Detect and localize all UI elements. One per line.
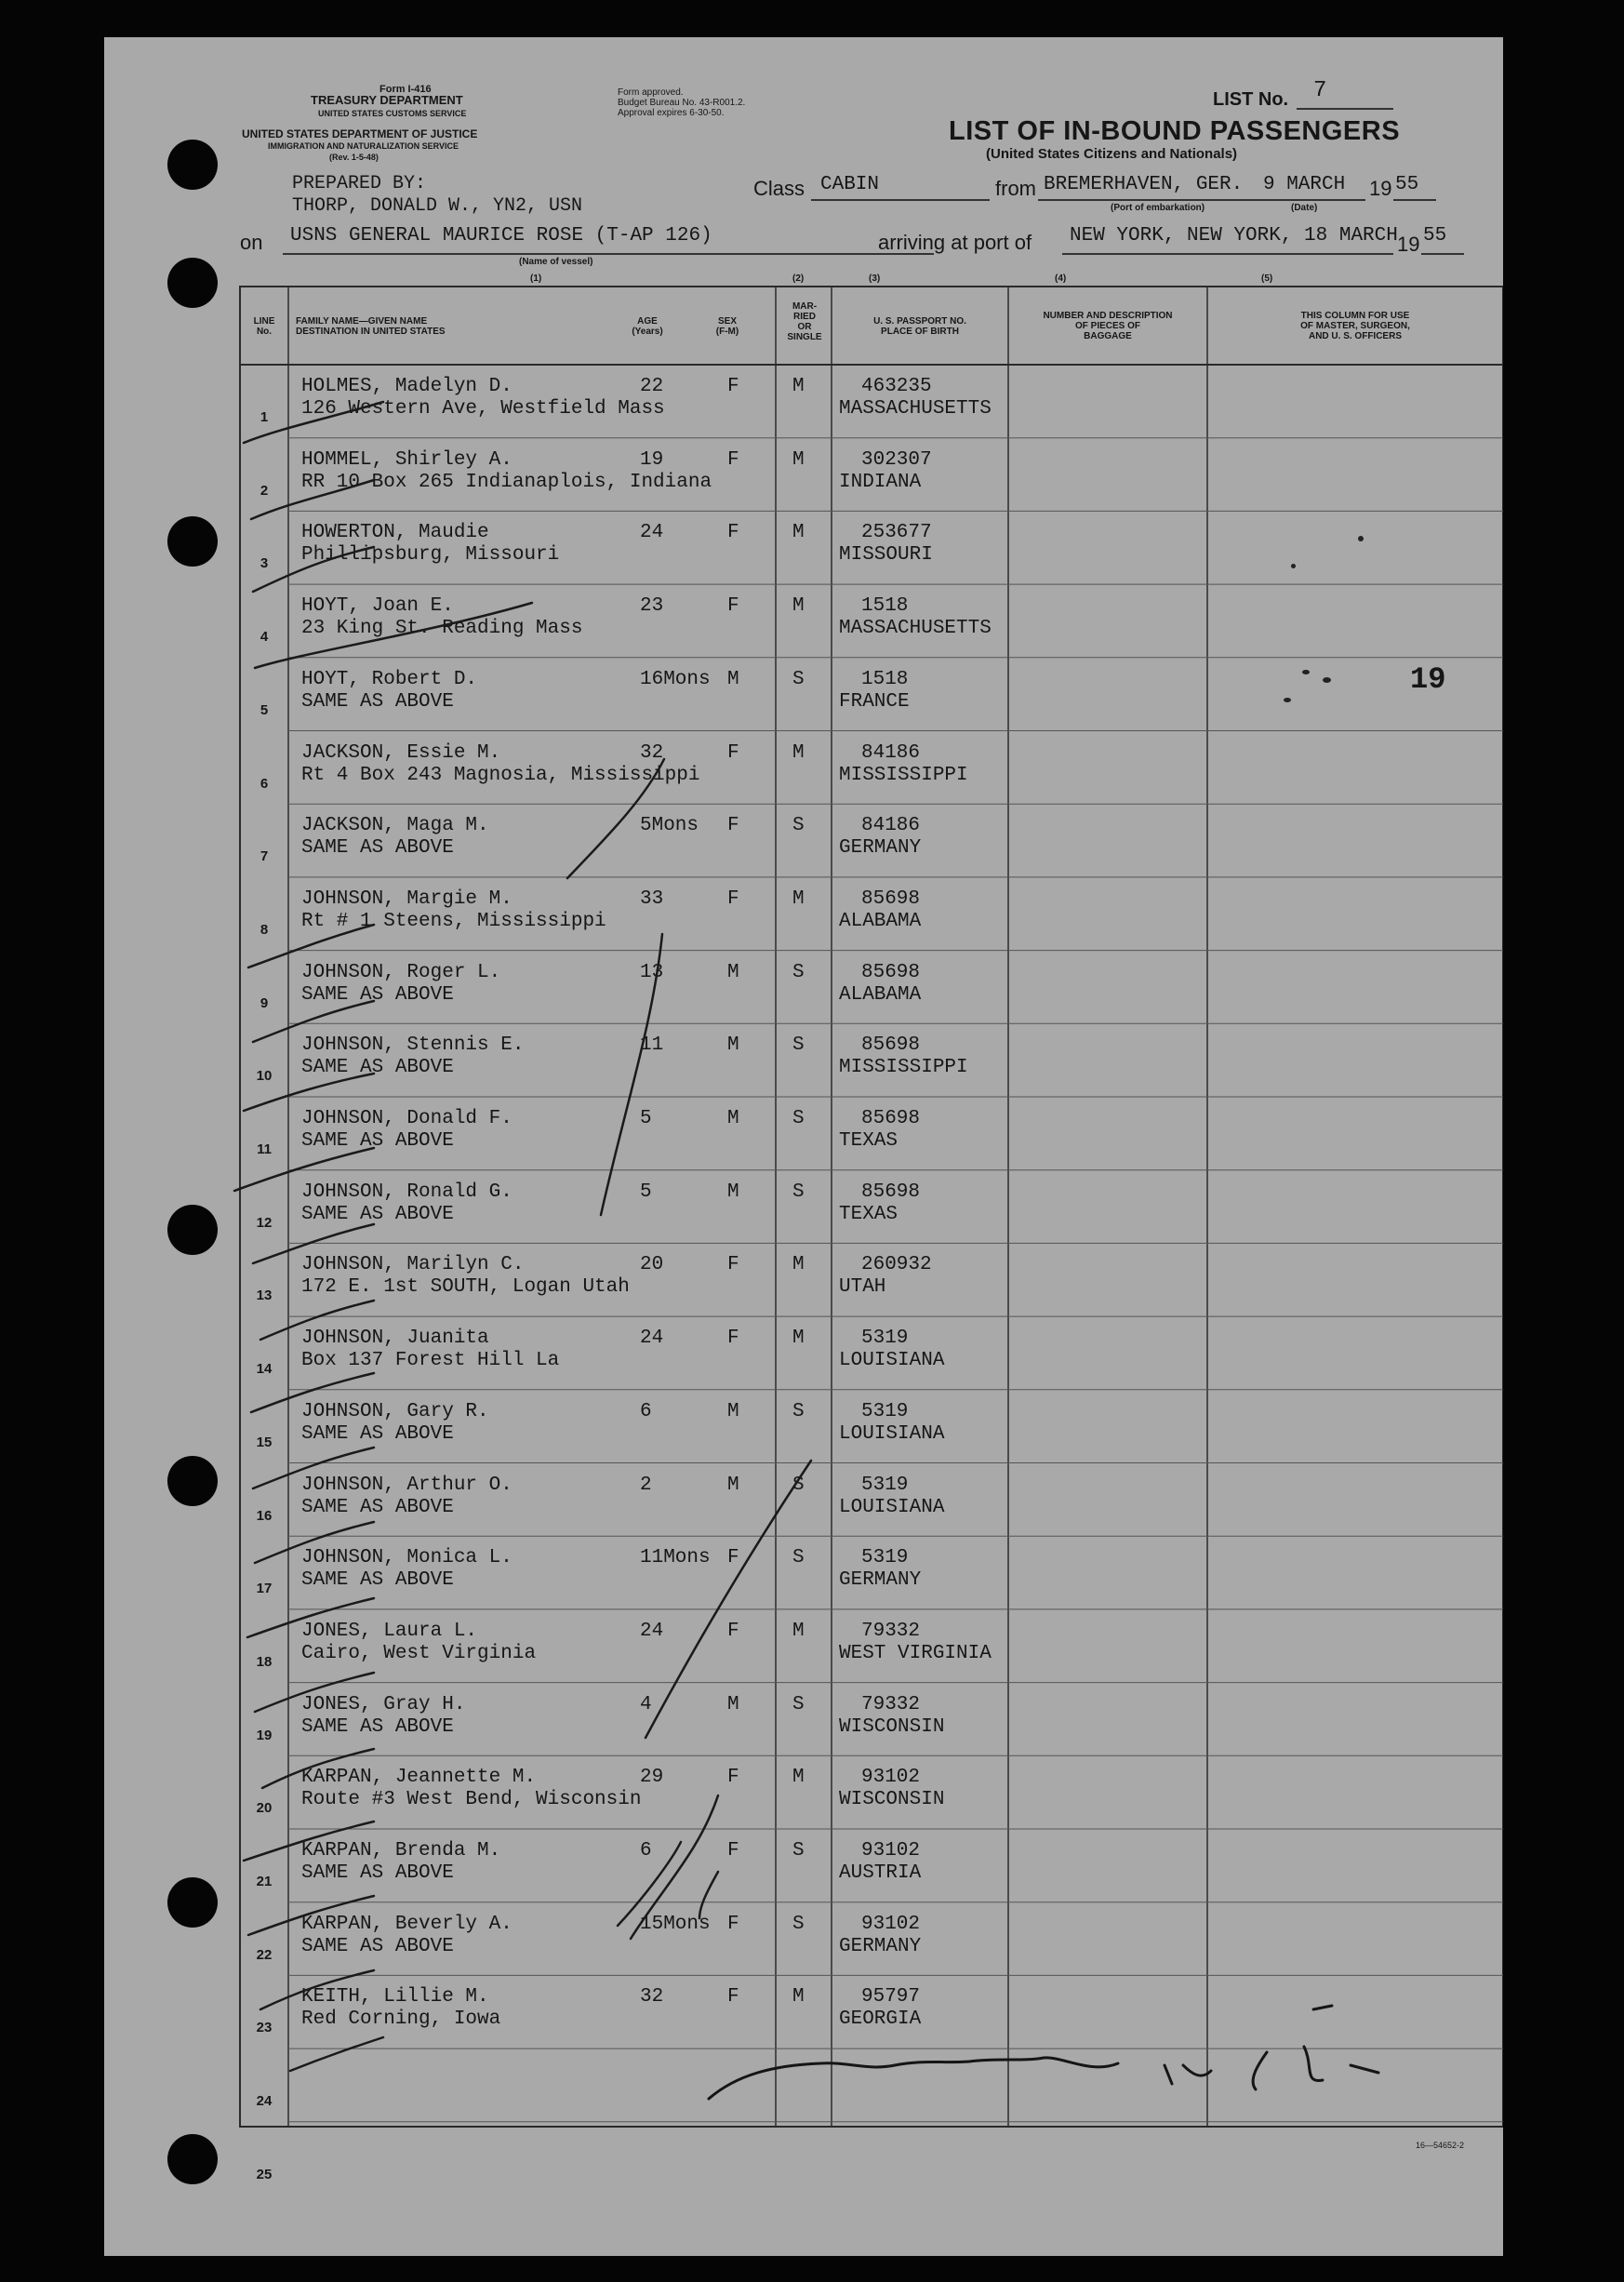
marital-status: S [792,1034,805,1057]
age: 19 [640,448,664,471]
line-number: 16 [256,1507,273,1524]
destination: Phillipsburg, Missouri [301,544,560,567]
form-approved: Form approved. [618,87,684,98]
sex: F [727,522,739,544]
passport-number: 95797 [861,1986,921,2008]
sex: F [727,448,739,471]
list-number: 7 [1313,78,1327,103]
line-number: 1 [260,409,269,425]
marital-status: M [792,887,805,910]
line-number: 21 [256,1874,273,1889]
passenger-name: KARPAN, Jeannette M. [301,1767,537,1789]
destination: 126 Western Ave, Westfield Mass [301,398,665,420]
passport-number: 79332 [861,1693,921,1715]
department-of-justice: UNITED STATES DEPARTMENT OF JUSTICE [242,127,478,140]
on-label: on [240,231,263,254]
passport-number: 79332 [861,1620,921,1642]
age: 4 [640,1693,652,1715]
sex: F [727,1547,739,1569]
marital-status: S [792,1693,805,1715]
place-of-birth: ALABAMA [839,983,922,1006]
marital-status: S [792,1400,805,1422]
passport-number: 5319 [861,1547,909,1569]
column-number-4: (4) [1055,274,1067,284]
age: 24 [640,522,664,544]
passenger-name: JOHNSON, Gary R. [301,1400,489,1422]
line-number: 4 [260,629,269,646]
column-number-5: (5) [1261,274,1273,284]
passport-number: 1518 [861,668,909,690]
passenger-name: JOHNSON, Monica L. [301,1547,512,1569]
marital-status: S [792,1181,805,1203]
passenger-name: HOYT, Robert D. [301,668,478,690]
port-caption: (Port of embarkation) [1111,203,1205,213]
customs-service: UNITED STATES CUSTOMS SERVICE [318,109,467,118]
footer-code: 16—54652-2 [1416,2141,1465,2150]
age: 16Mons [640,668,711,690]
destination: SAME AS ABOVE [301,837,454,860]
passport-number: 85698 [861,1108,921,1129]
destination: Rt # 1 Steens, Mississippi [301,910,606,932]
header-line-no: LINE No. [253,316,275,337]
age: 29 [640,1767,664,1789]
marital-status: M [792,522,805,544]
line-number: 3 [260,555,269,572]
place-of-birth: GEORGIA [839,2008,922,2031]
passenger-name: JOHNSON, Arthur O. [301,1474,512,1496]
passport-number: 463235 [861,376,932,397]
marital-status: M [792,448,805,471]
place-of-birth: MASSACHUSETTS [839,398,992,420]
age: 23 [640,595,664,618]
form-number: Form I-416 [379,84,432,95]
sex: M [727,1181,739,1203]
sex: F [727,1620,739,1642]
class-label: Class [753,177,805,200]
document-subtitle: (United States Citizens and Nationals) [986,146,1238,162]
sex: M [727,1400,739,1422]
place-of-birth: LOUISIANA [839,1422,945,1445]
line-number: 25 [256,2166,273,2182]
passenger-name: JOHNSON, Margie M. [301,887,512,910]
line-number: 12 [256,1214,273,1231]
marital-status: S [792,1547,805,1569]
passport-number: 5319 [861,1328,909,1350]
marital-status: S [792,1108,805,1129]
sex: M [727,668,739,690]
destination: SAME AS ABOVE [301,1715,454,1738]
place-of-birth: WEST VIRGINIA [839,1642,992,1664]
marital-status: M [792,1254,805,1276]
passport-number: 93102 [861,1767,921,1789]
destination: SAME AS ABOVE [301,983,454,1006]
ink-spot [1302,670,1310,674]
header-age: AGE (Years) [632,316,663,337]
line-number: 11 [257,1141,272,1157]
line-number: 17 [256,1581,273,1597]
destination: Red Corning, Iowa [301,2008,501,2031]
destination: SAME AS ABOVE [301,1057,454,1079]
passenger-name: KEITH, Lillie M. [301,1986,489,2008]
margin-number: 19 [1410,662,1446,697]
sex: F [727,1254,739,1276]
arrival-year: 55 [1423,225,1447,247]
embarkation-port: BREMERHAVEN, GER. [1044,174,1244,195]
passenger-name: KARPAN, Brenda M. [301,1840,501,1862]
passenger-name: JOHNSON, Roger L. [301,961,501,983]
sex: M [727,1108,739,1129]
marital-status: M [792,376,805,397]
destination: SAME AS ABOVE [301,1862,454,1884]
place-of-birth: TEXAS [839,1203,899,1225]
passenger-name: HOYT, Joan E. [301,595,454,618]
line-number: 14 [256,1361,273,1378]
line-number: 9 [260,994,269,1011]
age: 6 [640,1840,652,1862]
age: 11Mons [640,1547,711,1569]
sex: F [727,1328,739,1350]
treasury-department: TREASURY DEPARTMENT [311,93,463,107]
destination: 172 E. 1st SOUTH, Logan Utah [301,1276,630,1299]
handwritten-check-marks [104,37,1503,2256]
destination: RR 10 Box 265 Indianaplois, Indiana [301,471,712,493]
document-title: LIST OF IN-BOUND PASSENGERS [949,116,1401,146]
place-of-birth: ALABAMA [839,910,922,932]
age: 32 [640,741,664,764]
from-label: from [995,177,1036,200]
age: 13 [640,961,664,983]
column-number-1: (1) [530,274,542,284]
line-number: 24 [256,2093,273,2110]
place-of-birth: MISSISSIPPI [839,1057,968,1079]
column-number-2: (2) [792,274,805,284]
age: 33 [640,887,664,910]
passport-number: 85698 [861,1181,921,1203]
ink-spot [1323,677,1331,683]
destination: SAME AS ABOVE [301,1496,454,1518]
passenger-name: JACKSON, Maga M. [301,815,489,837]
passenger-name: JOHNSON, Donald F. [301,1108,512,1129]
age: 24 [640,1328,664,1350]
sex: F [727,595,739,618]
line-number: 8 [260,921,269,938]
marital-status: S [792,1474,805,1496]
embarkation-year: 55 [1395,174,1419,195]
ink-spot [1291,564,1296,568]
column-number-3: (3) [869,274,881,284]
line-number: 7 [260,848,269,865]
header-sex: SEX (F-M) [715,316,739,337]
destination: Cairo, West Virginia [301,1642,537,1664]
passport-number: 5319 [861,1474,909,1496]
destination: Box 137 Forest Hill La [301,1350,560,1372]
marital-status: S [792,961,805,983]
passport-number: 1518 [861,595,909,618]
place-of-birth: WISCONSIN [839,1789,945,1811]
passenger-name: KARPAN, Beverly A. [301,1913,512,1935]
passport-number: 260932 [861,1254,932,1276]
marital-status: M [792,1767,805,1789]
budget-bureau: Budget Bureau No. 43-R001.2. [618,98,746,108]
age: 5 [640,1108,652,1129]
sex: M [727,1693,739,1715]
passenger-name: JACKSON, Essie M. [301,741,501,764]
marital-status: M [792,595,805,618]
passport-number: 85698 [861,887,921,910]
place-of-birth: LOUISIANA [839,1350,945,1372]
sex: M [727,1474,739,1496]
line-number: 2 [260,482,269,499]
age: 32 [640,1986,664,2008]
vessel-caption: (Name of vessel) [519,257,593,267]
destination: 23 King St. Reading Mass [301,618,583,640]
place-of-birth: UTAH [839,1276,886,1299]
line-number: 15 [256,1434,273,1450]
marital-status: S [792,1913,805,1935]
age: 5Mons [640,815,699,837]
passport-number: 302307 [861,448,932,471]
place-of-birth: GERMANY [839,1569,922,1592]
passenger-name: JONES, Laura L. [301,1620,478,1642]
place-of-birth: MISSISSIPPI [839,764,968,786]
place-of-birth: AUSTRIA [839,1862,922,1884]
age: 24 [640,1620,664,1642]
line-number: 18 [256,1653,273,1670]
marital-status: M [792,1620,805,1642]
marital-status: S [792,668,805,690]
passenger-name: JOHNSON, Juanita [301,1328,489,1350]
destination: Rt 4 Box 243 Magnosia, Mississippi [301,764,700,786]
passport-number: 85698 [861,1034,921,1057]
line-number: 5 [260,701,269,718]
line-number: 19 [256,1727,273,1743]
line-number: 20 [256,1800,273,1817]
destination: Route #3 West Bend, Wisconsin [301,1789,642,1811]
age: 11 [640,1034,664,1057]
passport-number: 85698 [861,961,921,983]
marital-status: S [792,1840,805,1862]
header-married-single: MAR- RIED OR SINGLE [787,301,822,342]
passport-number: 5319 [861,1400,909,1422]
passport-number: 84186 [861,741,921,764]
passport-number: 84186 [861,815,921,837]
place-of-birth: LOUISIANA [839,1496,945,1518]
passenger-name: JOHNSON, Stennis E. [301,1034,525,1057]
arrival-port: NEW YORK, NEW YORK, 18 MARCH [1070,225,1398,247]
place-of-birth: GERMANY [839,837,922,860]
destination: SAME AS ABOVE [301,1203,454,1225]
sex: F [727,1767,739,1789]
embarkation-date: 9 MARCH [1263,174,1346,195]
age: 15Mons [640,1913,711,1935]
passenger-name: HOMMEL, Shirley A. [301,448,512,471]
passport-number: 253677 [861,522,932,544]
marital-status: S [792,815,805,837]
passenger-name: HOWERTON, Maudie [301,522,489,544]
ink-spot [1284,698,1291,702]
age: 5 [640,1181,652,1203]
destination: SAME AS ABOVE [301,1569,454,1592]
marital-status: M [792,1986,805,2008]
header-name: FAMILY NAME—GIVEN NAME DESTINATION IN UNITED STATES [296,316,446,337]
place-of-birth: INDIANA [839,471,922,493]
sex: F [727,1913,739,1935]
age: 6 [640,1400,652,1422]
place-of-birth: MISSOURI [839,544,933,567]
age: 20 [640,1254,664,1276]
passenger-name: JOHNSON, Marilyn C. [301,1254,525,1276]
sex: F [727,887,739,910]
passenger-name: JOHNSON, Ronald G. [301,1181,512,1203]
arriving-label: arriving at port of [878,231,1032,254]
marital-status: M [792,741,805,764]
place-of-birth: FRANCE [839,690,910,713]
age: 2 [640,1474,652,1496]
line-number: 13 [256,1288,273,1304]
list-number-label: LIST No. [1213,89,1289,110]
header-officers-use: THIS COLUMN FOR USE OF MASTER, SURGEON, AND U. S. OFFICERS [1300,311,1410,341]
destination: SAME AS ABOVE [301,1130,454,1152]
class-value: CABIN [820,174,880,195]
passport-number: 93102 [861,1840,921,1862]
destination: SAME AS ABOVE [301,1935,454,1957]
marital-status: M [792,1328,805,1350]
passenger-name: HOLMES, Madelyn D. [301,376,512,397]
line-number: 22 [256,1946,273,1963]
year-prefix: 19 [1369,177,1392,200]
sex: F [727,376,739,397]
place-of-birth: MASSACHUSETTS [839,618,992,640]
sex: F [727,1986,739,2008]
vessel-name: USNS GENERAL MAURICE ROSE (T-AP 126) [290,225,712,247]
prepared-by: THORP, DONALD W., YN2, USN [292,195,583,217]
sex: F [727,741,739,764]
arrival-year-prefix: 19 [1397,233,1420,256]
header-baggage: NUMBER AND DESCRIPTION OF PIECES OF BAGGAGE [1043,311,1173,341]
sex: F [727,815,739,837]
age: 22 [640,376,664,397]
sex: F [727,1840,739,1862]
destination: SAME AS ABOVE [301,1422,454,1445]
header-passport: U. S. PASSPORT NO. PLACE OF BIRTH [873,316,966,337]
approval-expiry: Approval expires 6-30-50. [618,108,725,118]
sex: M [727,1034,739,1057]
immigration-service: IMMIGRATION AND NATURALIZATION SERVICE [268,141,459,151]
place-of-birth: WISCONSIN [839,1715,945,1738]
destination: SAME AS ABOVE [301,690,454,713]
manifest-sheet [104,37,1503,2256]
date-caption: (Date) [1291,203,1318,213]
line-number: 6 [260,775,269,792]
line-number: 23 [256,2020,273,2036]
passenger-name: JONES, Gray H. [301,1693,466,1715]
line-number: 10 [256,1068,273,1085]
place-of-birth: GERMANY [839,1935,922,1957]
passport-number: 93102 [861,1913,921,1935]
ink-spot [1358,536,1364,541]
sex: M [727,961,739,983]
revision: (Rev. 1-5-48) [329,153,379,162]
place-of-birth: TEXAS [839,1130,899,1152]
prepared-by-label: PREPARED BY: [292,173,427,194]
